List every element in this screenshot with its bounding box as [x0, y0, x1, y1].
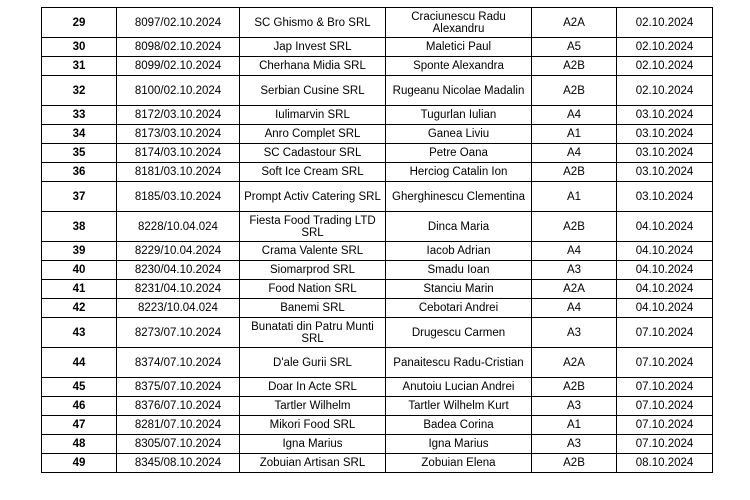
table-row	[42, 318, 713, 348]
row-number-cell: 49	[42, 454, 117, 473]
table-row	[42, 416, 713, 435]
row-number-cell: 41	[42, 280, 117, 299]
person-name-cell: Drugescu Carmen	[386, 318, 532, 348]
category-cell: A4	[532, 242, 617, 261]
person-name-cell: Gherghinescu Clementina	[386, 182, 532, 212]
date-cell: 02.10.2024	[617, 38, 713, 57]
registration-number-cell: 8228/10.04.024	[117, 212, 240, 242]
row-number-cell: 46	[42, 397, 117, 416]
date-cell: 02.10.2024	[617, 76, 713, 106]
company-name-cell: Mikori Food SRL	[240, 416, 386, 435]
row-number-cell: 39	[42, 242, 117, 261]
registration-number-cell: 8376/07.10.2024	[117, 397, 240, 416]
company-name-cell: SC Ghismo & Bro SRL	[240, 8, 386, 38]
table-row	[42, 212, 713, 242]
registration-number-cell: 8223/10.04.024	[117, 299, 240, 318]
registration-number-cell: 8181/03.10.2024	[117, 163, 240, 182]
date-cell: 03.10.2024	[617, 144, 713, 163]
company-name-cell: Anro Complet SRL	[240, 125, 386, 144]
row-number-cell: 34	[42, 125, 117, 144]
company-name-cell: Siomarprod SRL	[240, 261, 386, 280]
date-cell: 07.10.2024	[617, 416, 713, 435]
registration-number-cell: 8097/02.10.2024	[117, 8, 240, 38]
person-name-cell: Stanciu Marin	[386, 280, 532, 299]
table-row	[42, 182, 713, 212]
table-row	[42, 435, 713, 454]
person-name-cell: Anutoiu Lucian Andrei	[386, 378, 532, 397]
company-name-cell: SC Cadastour SRL	[240, 144, 386, 163]
row-number-cell: 36	[42, 163, 117, 182]
company-name-cell: D'ale Gurii SRL	[240, 348, 386, 378]
table-row	[42, 242, 713, 261]
date-cell: 07.10.2024	[617, 397, 713, 416]
person-name-cell: Badea Corina	[386, 416, 532, 435]
table-row	[42, 125, 713, 144]
person-name-cell: Sponte Alexandra	[386, 57, 532, 76]
row-number-cell: 44	[42, 348, 117, 378]
row-number-cell: 48	[42, 435, 117, 454]
category-cell: A1	[532, 416, 617, 435]
row-number-cell: 42	[42, 299, 117, 318]
row-number-cell: 45	[42, 378, 117, 397]
registration-number-cell: 8230/04.10.2024	[117, 261, 240, 280]
table-row	[42, 454, 713, 473]
category-cell: A4	[532, 144, 617, 163]
table-row	[42, 106, 713, 125]
category-cell: A5	[532, 38, 617, 57]
date-cell: 04.10.2024	[617, 242, 713, 261]
company-name-cell: Tartler Wilhelm	[240, 397, 386, 416]
company-name-cell: Banemi SRL	[240, 299, 386, 318]
category-cell: A2B	[532, 76, 617, 106]
category-cell: A1	[532, 182, 617, 212]
registration-number-cell: 8231/04.10.2024	[117, 280, 240, 299]
registration-number-cell: 8375/07.10.2024	[117, 378, 240, 397]
person-name-cell: Zobuian Elena	[386, 454, 532, 473]
registration-number-cell: 8172/03.10.2024	[117, 106, 240, 125]
date-cell: 04.10.2024	[617, 280, 713, 299]
registry-table	[41, 7, 713, 473]
category-cell: A2A	[532, 348, 617, 378]
company-name-cell: Iulimarvin SRL	[240, 106, 386, 125]
company-name-cell: Cherhana Midia SRL	[240, 57, 386, 76]
date-cell: 07.10.2024	[617, 318, 713, 348]
date-cell: 04.10.2024	[617, 212, 713, 242]
company-name-cell: Soft Ice Cream SRL	[240, 163, 386, 182]
category-cell: A2B	[532, 378, 617, 397]
registration-number-cell: 8098/02.10.2024	[117, 38, 240, 57]
registration-number-cell: 8229/10.04.2024	[117, 242, 240, 261]
date-cell: 03.10.2024	[617, 163, 713, 182]
company-name-cell: Igna Marius	[240, 435, 386, 454]
registration-number-cell: 8173/03.10.2024	[117, 125, 240, 144]
category-cell: A4	[532, 299, 617, 318]
person-name-cell: Smadu Ioan	[386, 261, 532, 280]
category-cell: A2A	[532, 280, 617, 299]
company-name-cell: Food Nation SRL	[240, 280, 386, 299]
row-number-cell: 33	[42, 106, 117, 125]
registration-number-cell: 8099/02.10.2024	[117, 57, 240, 76]
company-name-cell: Jap Invest SRL	[240, 38, 386, 57]
table-row	[42, 57, 713, 76]
company-name-cell: Fiesta Food Trading LTD SRL	[240, 212, 386, 242]
table-row	[42, 76, 713, 106]
row-number-cell: 31	[42, 57, 117, 76]
row-number-cell: 32	[42, 76, 117, 106]
registration-number-cell: 8374/07.10.2024	[117, 348, 240, 378]
category-cell: A3	[532, 397, 617, 416]
person-name-cell: Petre Oana	[386, 144, 532, 163]
person-name-cell: Dinca Maria	[386, 212, 532, 242]
person-name-cell: Craciunescu Radu Alexandru	[386, 8, 532, 38]
person-name-cell: Rugeanu Nicolae Madalin	[386, 76, 532, 106]
company-name-cell: Serbian Cusine SRL	[240, 76, 386, 106]
row-number-cell: 40	[42, 261, 117, 280]
table-row	[42, 280, 713, 299]
category-cell: A3	[532, 435, 617, 454]
date-cell: 04.10.2024	[617, 261, 713, 280]
registration-number-cell: 8281/07.10.2024	[117, 416, 240, 435]
company-name-cell: Crama Valente SRL	[240, 242, 386, 261]
registry-table-body	[42, 8, 713, 473]
registration-number-cell: 8345/08.10.2024	[117, 454, 240, 473]
table-row	[42, 299, 713, 318]
date-cell: 08.10.2024	[617, 454, 713, 473]
row-number-cell: 30	[42, 38, 117, 57]
category-cell: A2A	[532, 8, 617, 38]
company-name-cell: Doar In Acte SRL	[240, 378, 386, 397]
row-number-cell: 29	[42, 8, 117, 38]
date-cell: 07.10.2024	[617, 348, 713, 378]
person-name-cell: Tugurlan Iulian	[386, 106, 532, 125]
person-name-cell: Panaitescu Radu-Cristian	[386, 348, 532, 378]
category-cell: A2B	[532, 57, 617, 76]
category-cell: A2B	[532, 212, 617, 242]
date-cell: 07.10.2024	[617, 378, 713, 397]
date-cell: 03.10.2024	[617, 125, 713, 144]
person-name-cell: Maletici Paul	[386, 38, 532, 57]
date-cell: 03.10.2024	[617, 182, 713, 212]
table-row	[42, 397, 713, 416]
company-name-cell: Zobuian Artisan SRL	[240, 454, 386, 473]
row-number-cell: 43	[42, 318, 117, 348]
registration-number-cell: 8273/07.10.2024	[117, 318, 240, 348]
table-row	[42, 8, 713, 38]
person-name-cell: Ganea Liviu	[386, 125, 532, 144]
category-cell: A1	[532, 125, 617, 144]
person-name-cell: Herciog Catalin Ion	[386, 163, 532, 182]
category-cell: A2B	[532, 454, 617, 473]
registration-number-cell: 8185/03.10.2024	[117, 182, 240, 212]
table-row	[42, 261, 713, 280]
company-name-cell: Bunatati din Patru Munti SRL	[240, 318, 386, 348]
table-row	[42, 144, 713, 163]
row-number-cell: 37	[42, 182, 117, 212]
table-row	[42, 163, 713, 182]
date-cell: 04.10.2024	[617, 299, 713, 318]
row-number-cell: 38	[42, 212, 117, 242]
person-name-cell: Tartler Wilhelm Kurt	[386, 397, 532, 416]
table-row	[42, 38, 713, 57]
person-name-cell: Cebotari Andrei	[386, 299, 532, 318]
category-cell: A3	[532, 318, 617, 348]
table-row	[42, 348, 713, 378]
registration-number-cell: 8174/03.10.2024	[117, 144, 240, 163]
registration-number-cell: 8100/02.10.2024	[117, 76, 240, 106]
table-row	[42, 378, 713, 397]
row-number-cell: 47	[42, 416, 117, 435]
date-cell: 02.10.2024	[617, 57, 713, 76]
date-cell: 02.10.2024	[617, 8, 713, 38]
person-name-cell: Iacob Adrian	[386, 242, 532, 261]
person-name-cell: Igna Marius	[386, 435, 532, 454]
date-cell: 03.10.2024	[617, 106, 713, 125]
category-cell: A2B	[532, 163, 617, 182]
category-cell: A4	[532, 106, 617, 125]
company-name-cell: Prompt Activ Catering SRL	[240, 182, 386, 212]
category-cell: A3	[532, 261, 617, 280]
registration-number-cell: 8305/07.10.2024	[117, 435, 240, 454]
date-cell: 07.10.2024	[617, 435, 713, 454]
row-number-cell: 35	[42, 144, 117, 163]
